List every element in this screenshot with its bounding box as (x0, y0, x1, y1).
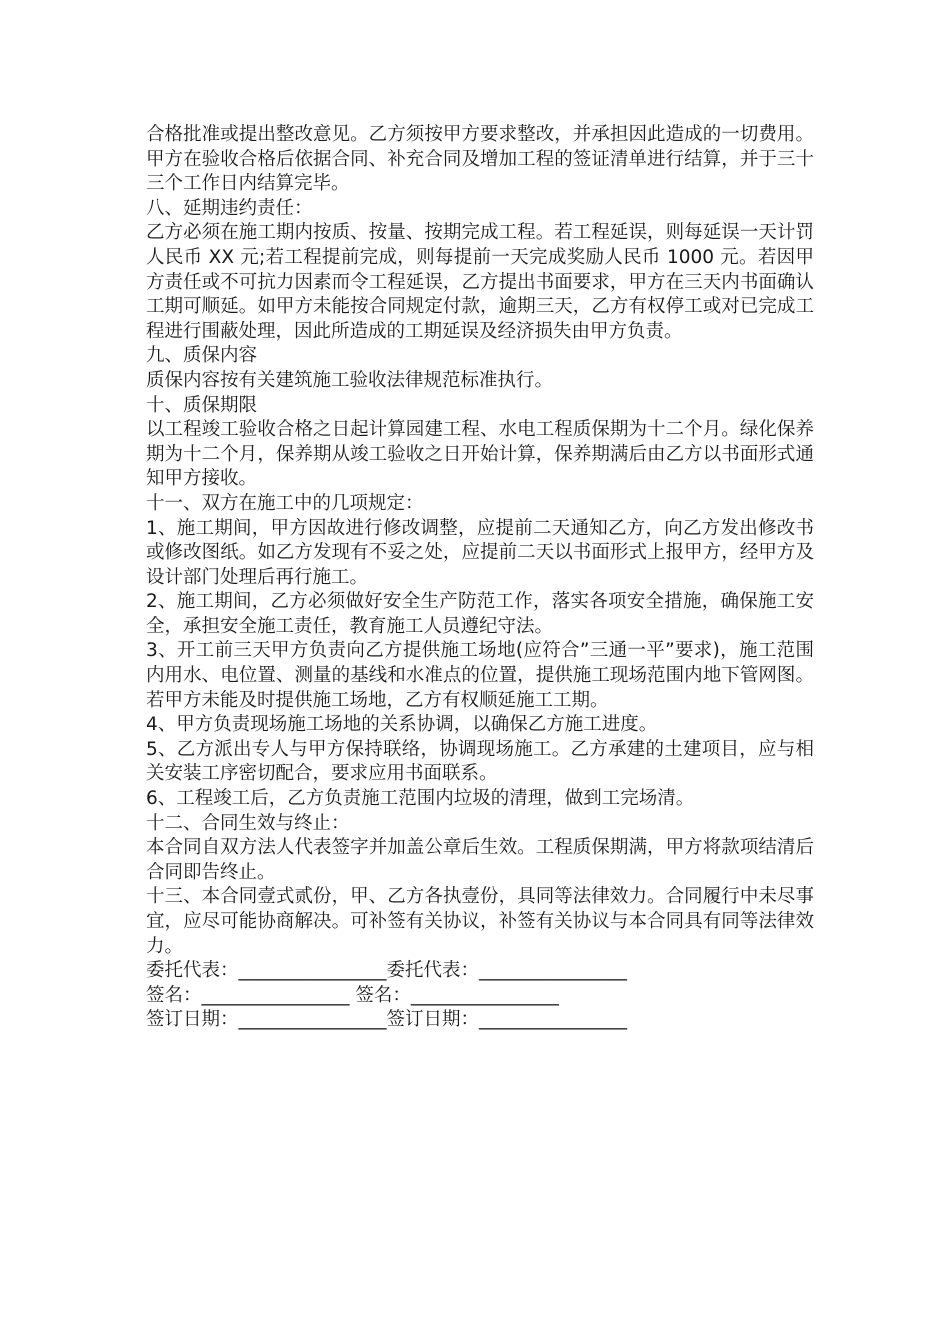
paragraph-warranty-content: 质保内容按有关建筑施工验收法律规范标准执行。 (146, 369, 554, 391)
document-page (146, 123, 814, 1033)
rule-item-5: 5、乙方派出专人与甲方保持联络，协调现场施工。乙方承建的土建项目，应与相关安装工序密切配合，要求应用书面联系。 (146, 738, 814, 785)
signature-line-date: 签订日期：________________签订日期：________________ (146, 1009, 628, 1031)
rule-item-3: 3、开工前三天甲方负责向乙方提供施工场地(应符合”三通一平”要求)，施工范围内用水、电位置、测量的基线和水准点的位置，提供施工现场范围内地下管网图。若甲方未能及时提供施工场地，乙方有权顺延施工工期。 (146, 640, 814, 711)
heading-delay-liability: 八、延期违约责任： (146, 197, 313, 219)
paragraph-effect-termination: 本合同自双方法人代表签字并加盖公章后生效。工程质保期满，甲方将款项结清后合同即告终止。 (146, 837, 814, 883)
heading-warranty-content: 九、质保内容 (146, 345, 258, 367)
rule-item-6: 6、工程竣工后，乙方负责施工范围内垃圾的清理，做到工完场清。 (146, 788, 695, 810)
heading-warranty-period: 十、质保期限 (146, 394, 258, 416)
signature-line-sign: 签名：________________ 签名：________________ (146, 984, 559, 1006)
paragraph-acceptance-settlement: 合格批准或提出整改意见。乙方须按甲方要求整改，并承担因此造成的一切费用。甲方在验收合格后依据合同、补充合同及增加工程的签证清单进行结算，并于三十三个工作日内结算完毕。 (146, 124, 814, 195)
rule-item-4: 4、甲方负责现场施工场地的关系协调，以确保乙方施工进度。 (146, 714, 658, 736)
rule-item-2: 2、施工期间，乙方必须做好安全生产防范工作，落实各项安全措施，确保施工安全，承担安全施工责任，教育施工人员遵纪守法。 (146, 591, 814, 637)
paragraph-delay-liability: 乙方必须在施工期内按质、按量、按期完成工程。若工程延误，则每延误一天计罚人民币 XX 元;若工程提前完成，则每提前一天完成奖励人民币 1000 元。若因甲方责任或不可抗力因素而令工程延误，乙方提出书面要求，甲方在三天内书面确认工期可顺延。如甲方未能按合同规定付款，逾期三天，乙方有权停工或对已完成工程进行围蔽处理，因此所造成的工期延误及经济损失由甲方负责。 (146, 222, 814, 342)
rule-item-1: 1、施工期间，甲方因故进行修改调整，应提前二天通知乙方，向乙方发出修改书或修改图纸。如乙方发现有不妥之处，应提前二天以书面形式上报甲方，经甲方及设计部门处理后再行施工。 (146, 517, 814, 588)
paragraph-warranty-period: 以工程竣工验收合格之日起计算园建工程、水电工程质保期为十二个月。绿化保养期为十二个月，保养期从竣工验收之日开始计算，保养期满后由乙方以书面形式通知甲方接收。 (146, 419, 814, 490)
signature-line-representative: 委托代表：________________委托代表：________________ (146, 960, 628, 982)
paragraph-copies: 十三、本合同壹式贰份，甲、乙方各执壹份，具同等法律效力。合同履行中未尽事宜，应尽可能协商解决。可补签有关协议，补签有关协议与本合同具有同等法律效力。 (146, 886, 814, 957)
heading-construction-rules: 十一、双方在施工中的几项规定： (146, 492, 424, 514)
heading-effect-termination: 十二、合同生效与终止： (146, 812, 350, 834)
